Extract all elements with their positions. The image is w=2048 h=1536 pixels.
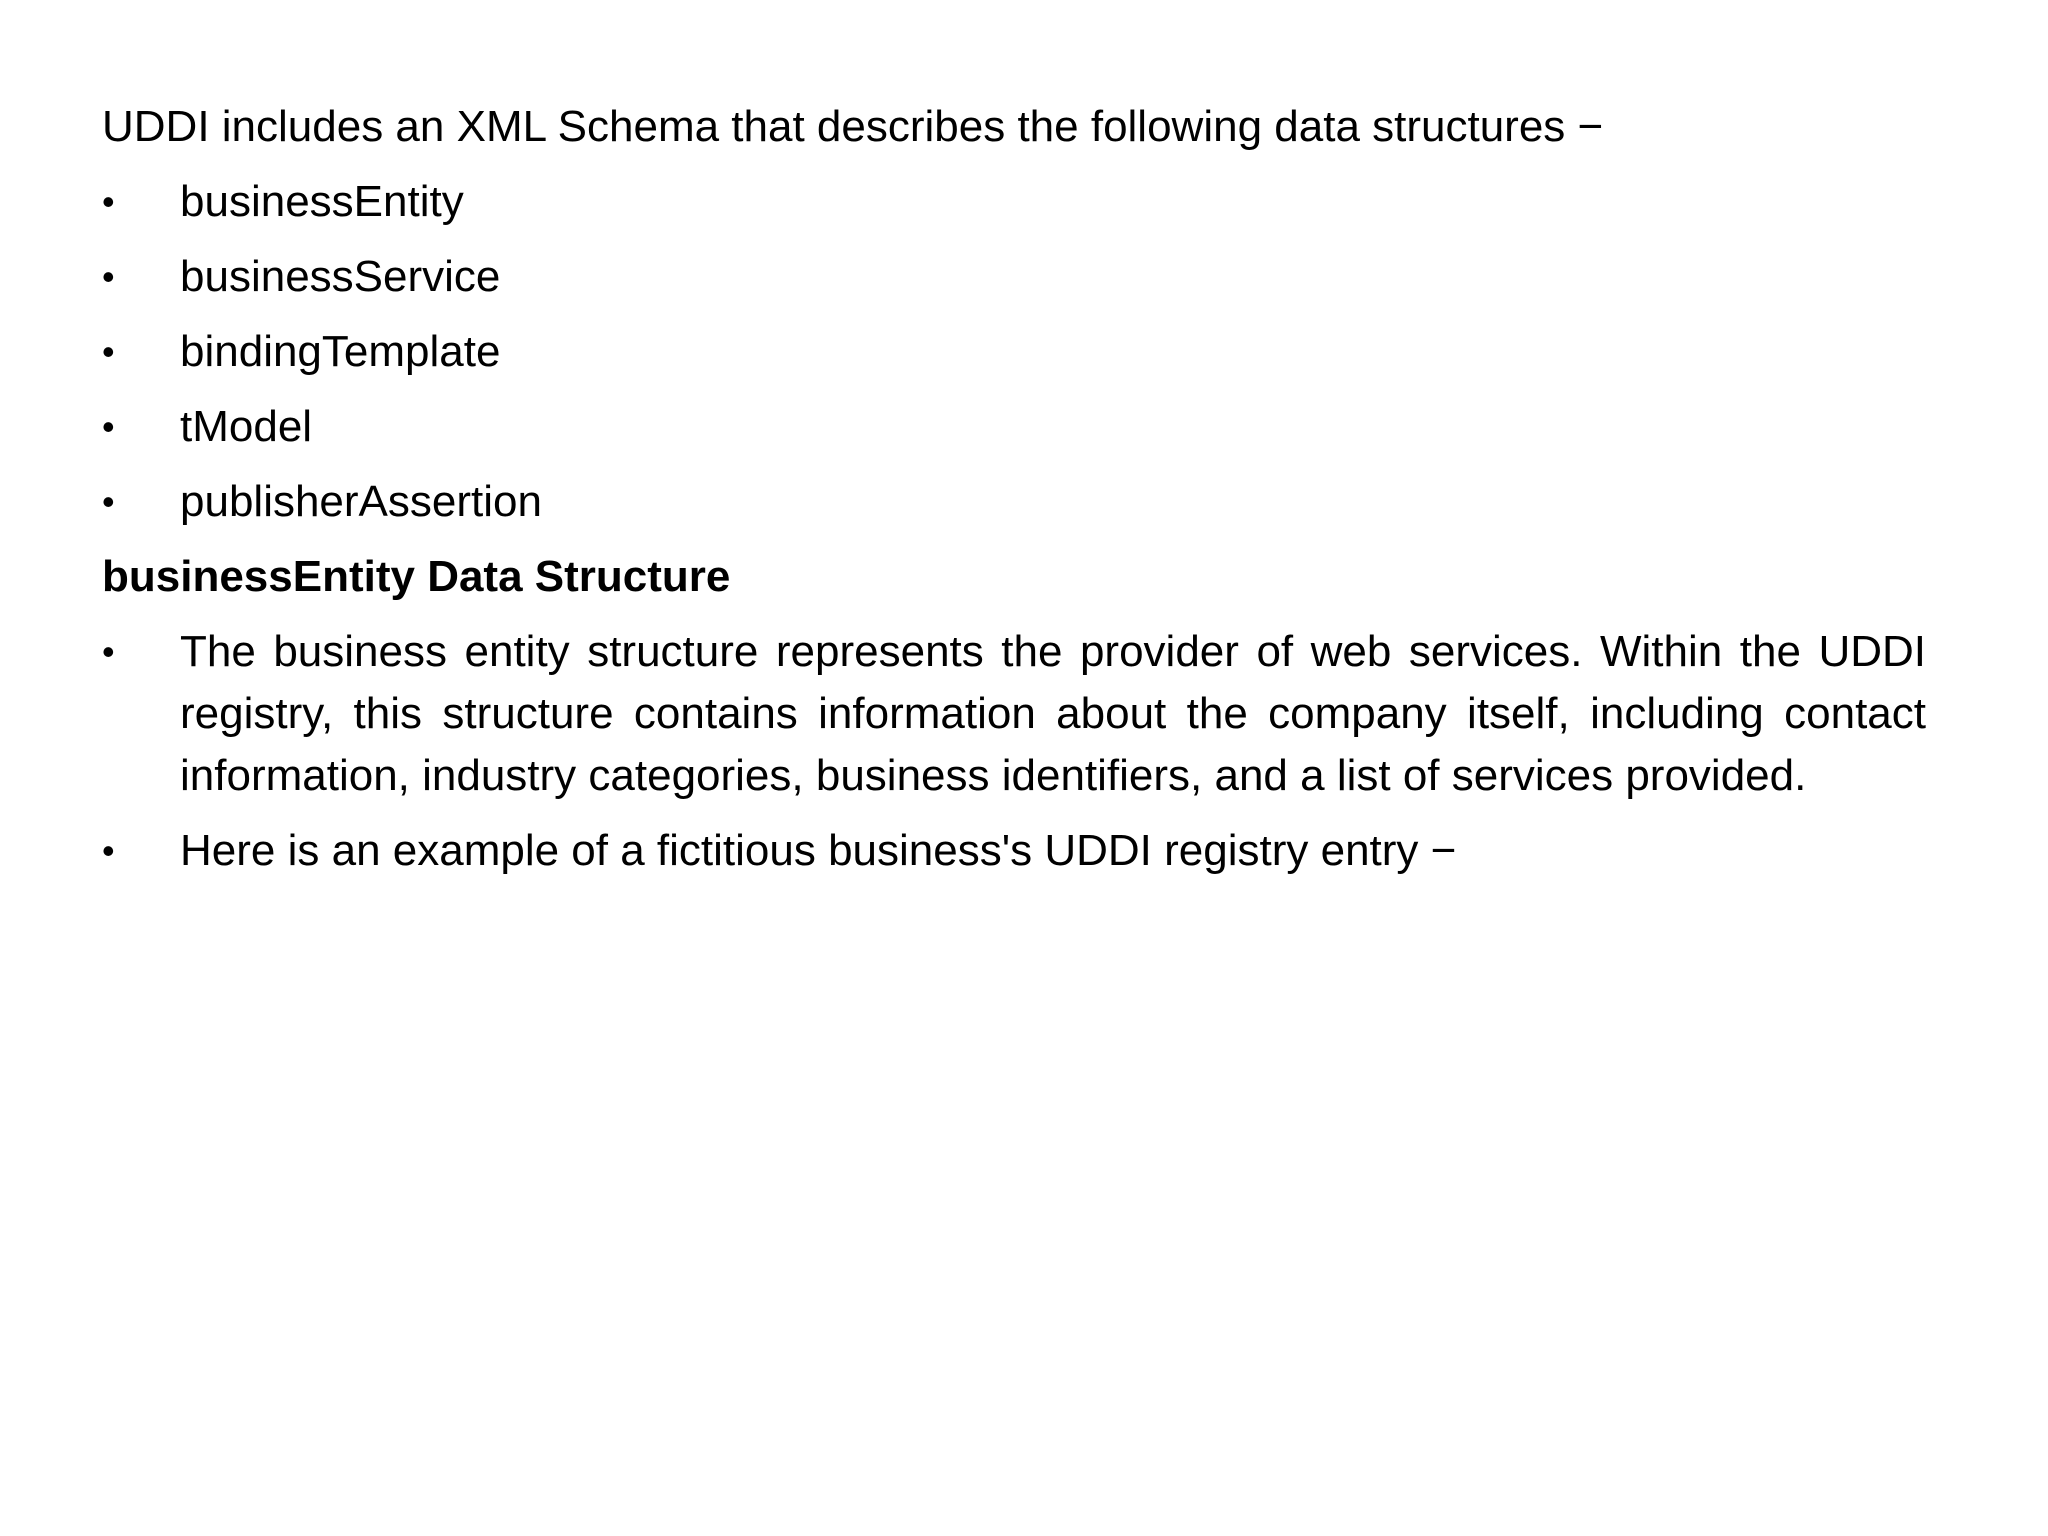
section-point-text: The business entity structure represents the provider of web services. Within the UDDI registry, this structure contains information about the company itself, including contact information, industry categories, business identifiers, and a list of services provided. bbox=[180, 627, 1926, 800]
bullet-icon: • bbox=[102, 830, 115, 871]
bullet-icon: • bbox=[102, 406, 115, 447]
list-item bbox=[102, 471, 1926, 533]
list-item-text: businessEntity bbox=[180, 177, 464, 226]
intro-text: UDDI includes an XML Schema that describes the following data structures − bbox=[102, 102, 1604, 151]
section-heading: businessEntity Data Structure bbox=[102, 552, 731, 601]
section-point-text: Here is an example of a fictitious business's UDDI registry entry − bbox=[180, 826, 1457, 875]
bullet-icon: • bbox=[102, 331, 115, 372]
section-points-list bbox=[102, 621, 1926, 882]
bullet-icon: • bbox=[102, 631, 115, 672]
bullet-icon: • bbox=[102, 256, 115, 297]
bullet-icon: • bbox=[102, 481, 115, 522]
list-item bbox=[102, 246, 1926, 308]
list-item-text: businessService bbox=[180, 252, 501, 301]
list-item bbox=[102, 171, 1926, 233]
slide-content bbox=[102, 96, 1926, 895]
structures-list bbox=[102, 171, 1926, 533]
list-item bbox=[102, 820, 1926, 882]
list-item bbox=[102, 396, 1926, 458]
list-item bbox=[102, 621, 1926, 807]
bullet-icon: • bbox=[102, 181, 115, 222]
list-item-text: bindingTemplate bbox=[180, 327, 501, 376]
list-item bbox=[102, 321, 1926, 383]
list-item-text: tModel bbox=[180, 402, 313, 451]
list-item-text: publisherAssertion bbox=[180, 477, 542, 526]
